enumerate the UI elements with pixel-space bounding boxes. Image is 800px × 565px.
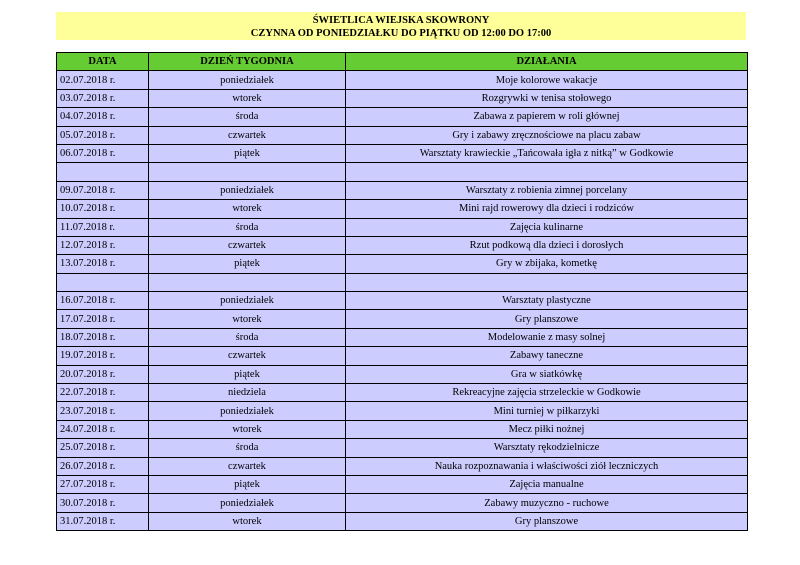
cell-day: piątek (149, 475, 346, 493)
cell-activity: Gry i zabawy zręcznościowe na placu zabaw (346, 126, 748, 144)
cell-activity: Mini turniej w piłkarzyki (346, 402, 748, 420)
cell-activity: Mecz piłki nożnej (346, 420, 748, 438)
cell-day: czwartek (149, 126, 346, 144)
cell-activity (346, 163, 748, 181)
cell-activity: Warsztaty plastyczne (346, 292, 748, 310)
cell-day: wtorek (149, 420, 346, 438)
cell-activity: Gry planszowe (346, 512, 748, 530)
table-row (57, 144, 748, 162)
table-row (57, 457, 748, 475)
cell-activity: Nauka rozpoznawania i właściwości ziół leczniczych (346, 457, 748, 475)
cell-day: środa (149, 439, 346, 457)
cell-date: 24.07.2018 r. (57, 420, 149, 438)
cell-day: piątek (149, 255, 346, 273)
table-row (57, 255, 748, 273)
cell-day: wtorek (149, 310, 346, 328)
cell-day (149, 163, 346, 181)
title-line-1: ŚWIETLICA WIEJSKA SKOWRONY (312, 15, 490, 26)
column-header-activity: DZIAŁANIA (346, 53, 748, 71)
table-row (57, 402, 748, 420)
cell-day: czwartek (149, 347, 346, 365)
cell-activity: Zajęcia kulinarne (346, 218, 748, 236)
cell-date: 13.07.2018 r. (57, 255, 149, 273)
cell-day: środa (149, 108, 346, 126)
cell-activity: Gry w zbijaka, kometkę (346, 255, 748, 273)
cell-date: 30.07.2018 r. (57, 494, 149, 512)
table-row (57, 439, 748, 457)
cell-day: czwartek (149, 236, 346, 254)
cell-date: 26.07.2018 r. (57, 457, 149, 475)
cell-date: 09.07.2018 r. (57, 181, 149, 199)
cell-day: piątek (149, 144, 346, 162)
table-row (57, 236, 748, 254)
cell-date: 22.07.2018 r. (57, 384, 149, 402)
cell-activity: Gra w siatkówkę (346, 365, 748, 383)
table-row (57, 108, 748, 126)
cell-activity: Warsztaty z robienia zimnej porcelany (346, 181, 748, 199)
table-row (57, 200, 748, 218)
table-row (57, 494, 748, 512)
table-header-row (57, 53, 748, 71)
table-row (57, 273, 748, 291)
cell-activity: Moje kolorowe wakacje (346, 71, 748, 89)
cell-activity: Rzut podkową dla dzieci i dorosłych (346, 236, 748, 254)
cell-activity: Rozgrywki w tenisa stołowego (346, 89, 748, 107)
cell-day: niedziela (149, 384, 346, 402)
cell-activity: Zabawy taneczne (346, 347, 748, 365)
cell-date: 02.07.2018 r. (57, 71, 149, 89)
cell-date: 12.07.2018 r. (57, 236, 149, 254)
cell-date: 25.07.2018 r. (57, 439, 149, 457)
cell-activity: Zajęcia manualne (346, 475, 748, 493)
cell-day: wtorek (149, 89, 346, 107)
cell-day: czwartek (149, 457, 346, 475)
cell-date (57, 163, 149, 181)
cell-date: 19.07.2018 r. (57, 347, 149, 365)
cell-date: 18.07.2018 r. (57, 328, 149, 346)
cell-day: środa (149, 328, 346, 346)
cell-day: poniedziałek (149, 402, 346, 420)
cell-day: wtorek (149, 512, 346, 530)
cell-date (57, 273, 149, 291)
table-row (57, 310, 748, 328)
table-row (57, 365, 748, 383)
cell-day: wtorek (149, 200, 346, 218)
table-row (57, 328, 748, 346)
table-row (57, 420, 748, 438)
title-line-2: CZYNNA OD PONIEDZIAŁKU DO PIĄTKU OD 12:00 DO 17:00 (250, 28, 552, 39)
cell-activity: Modelowanie z masy solnej (346, 328, 748, 346)
cell-day: piątek (149, 365, 346, 383)
cell-day: poniedziałek (149, 71, 346, 89)
table-row (57, 512, 748, 530)
cell-activity: Rekreacyjne zajęcia strzeleckie w Godkowie (346, 384, 748, 402)
table-row (57, 71, 748, 89)
table-row (57, 181, 748, 199)
table-row (57, 163, 748, 181)
cell-date: 20.07.2018 r. (57, 365, 149, 383)
schedule-table (56, 52, 748, 531)
cell-activity: Zabawy muzyczno - ruchowe (346, 494, 748, 512)
cell-date: 16.07.2018 r. (57, 292, 149, 310)
table-row (57, 126, 748, 144)
table-row (57, 292, 748, 310)
table-row (57, 475, 748, 493)
cell-date: 17.07.2018 r. (57, 310, 149, 328)
cell-day: poniedziałek (149, 292, 346, 310)
table-row (57, 218, 748, 236)
cell-activity (346, 273, 748, 291)
cell-date: 06.07.2018 r. (57, 144, 149, 162)
cell-date: 04.07.2018 r. (57, 108, 149, 126)
cell-date: 27.07.2018 r. (57, 475, 149, 493)
cell-activity: Mini rajd rowerowy dla dzieci i rodziców (346, 200, 748, 218)
cell-date: 11.07.2018 r. (57, 218, 149, 236)
cell-date: 05.07.2018 r. (57, 126, 149, 144)
document-title-box (56, 12, 746, 40)
cell-activity: Gry planszowe (346, 310, 748, 328)
column-header-day: DZIEŃ TYGODNIA (149, 53, 346, 71)
cell-day: środa (149, 218, 346, 236)
column-header-date: DATA (57, 53, 149, 71)
cell-day: poniedziałek (149, 181, 346, 199)
cell-activity: Warsztaty rękodzielnicze (346, 439, 748, 457)
cell-activity: Zabawa z papierem w roli głównej (346, 108, 748, 126)
cell-date: 23.07.2018 r. (57, 402, 149, 420)
table-row (57, 347, 748, 365)
cell-date: 03.07.2018 r. (57, 89, 149, 107)
cell-day: poniedziałek (149, 494, 346, 512)
cell-date: 10.07.2018 r. (57, 200, 149, 218)
table-row (57, 384, 748, 402)
cell-activity: Warsztaty krawieckie „Tańcowała igła z nitką” w Godkowie (346, 144, 748, 162)
schedule-body (57, 71, 748, 531)
table-row (57, 89, 748, 107)
cell-day (149, 273, 346, 291)
cell-date: 31.07.2018 r. (57, 512, 149, 530)
